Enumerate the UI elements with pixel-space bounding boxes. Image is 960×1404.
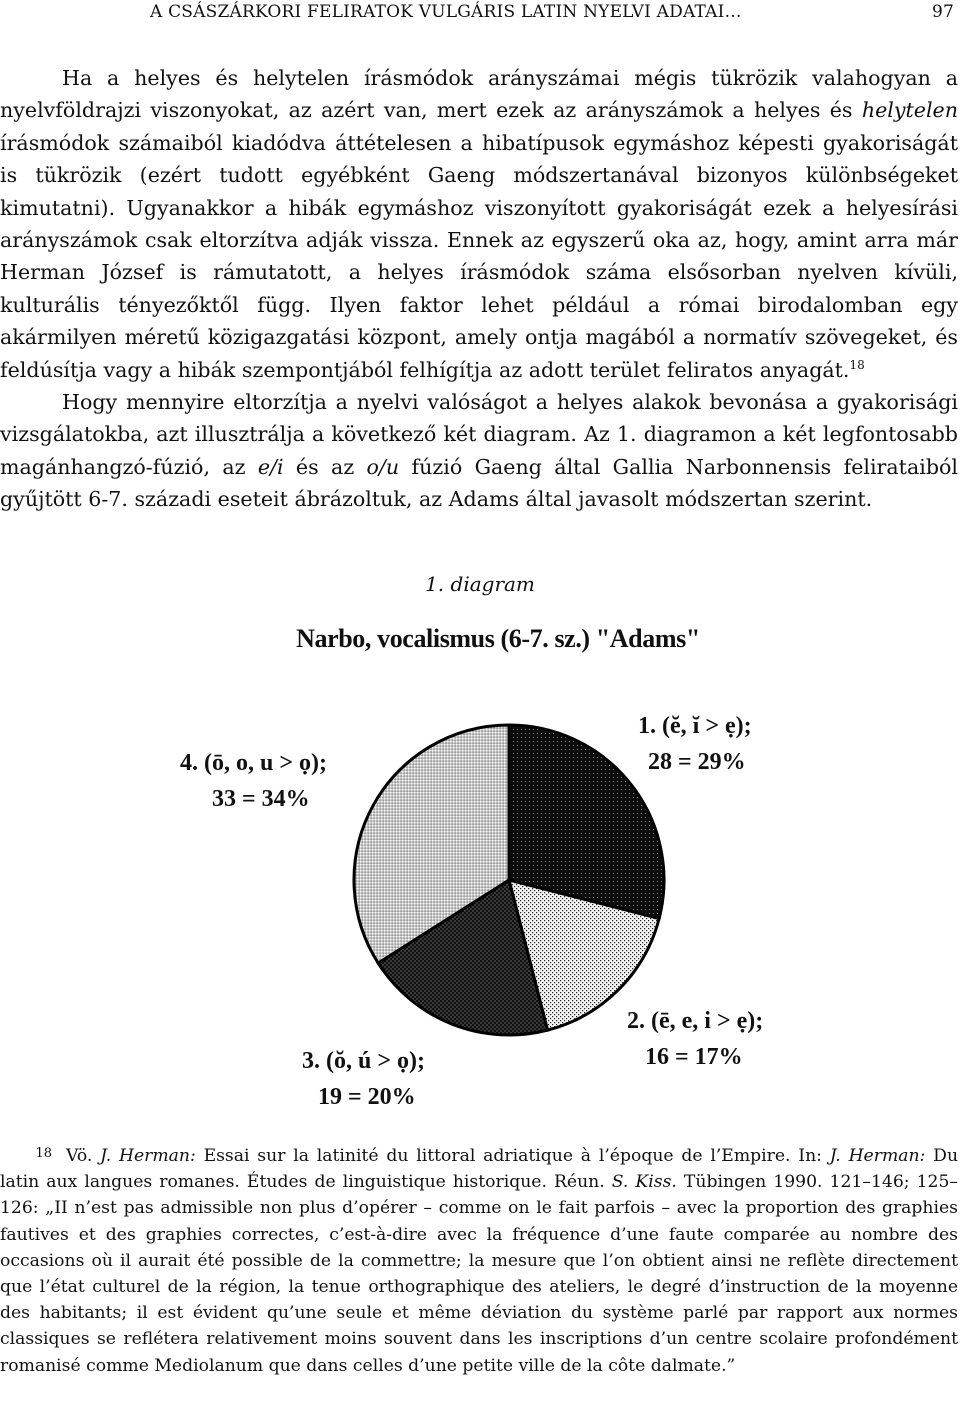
footnote-author-1: J. Herman: bbox=[100, 1146, 196, 1166]
paragraph-2-text-b: és az bbox=[283, 454, 367, 479]
paragraph-1-italic: helytelen bbox=[861, 98, 958, 123]
paragraph-1-text-b: írásmódok számaiból kiadódva áttételesen a hibatípusok egymáshoz képesti gyakoriságát is tükrözik (ezért tudott egyébként Gaeng módszertanával bizonyos különbségeket kimutatni). Ugyanakkor a hibák egymáshoz viszonyított gyakoriságát ezek a helyesírási arányszámok csak eltorzítva adják vissza. Ennek az egyszerű oka az, hogy, amint arra már Herman József is rámutatott, a helyes írásmódok száma elsősorban nyelven kívüli, kulturális tényezőktől függ. Ilyen faktor lehet például a római birodalomban egy akármilyen méretű közigazgatási központ, amely ontja magából a normatív szövegeket, és feldúsítja vagy a hibák szempontjából felhígítja az adott terület feliratos anyagát. bbox=[0, 130, 958, 382]
slice-label-1: 1. (ĕ, ĭ > ẹ); bbox=[638, 713, 752, 739]
slice-label-4: 4. (ō, o, u > ọ); bbox=[180, 750, 327, 776]
footnote-author-2: J. Herman: bbox=[829, 1146, 926, 1166]
footnote-text-1: Vö. bbox=[66, 1146, 101, 1166]
slice-value-4: 33 = 34% bbox=[212, 786, 310, 812]
footnote-text-2: Essai sur la latinité du littoral adriatique à l’époque de l’Empire. In: bbox=[195, 1146, 830, 1166]
footnote-ref-18[interactable]: 18 bbox=[849, 357, 865, 372]
slice-label-3: 3. (ŏ, ú > ọ); bbox=[302, 1048, 425, 1074]
paragraph-2-text-c: fúzió Gaeng által Gallia Narbonnensis felirataiból gyűjtött 6-7. századi eseteit ábrázoltuk, az Adams által javasolt módszertan szerint. bbox=[0, 454, 958, 512]
footnote-number: 18 bbox=[35, 1146, 52, 1161]
footnote-text-4: Tübingen 1990. 121–146; 125–126: „II n’est pas admissible non plus d’opérer – comme on le fait parfois – avec la proportion des graphies fautives et des graphies correctes, c’est-à-dire avec la fréquence d’une faute comparée au nombre des occasions où il aurait été possible de la commettre; la mesure que l’on obtient ainsi ne reflète directement que l’état culturel de la région, la tenue orthographique des ateliers, le degré d’instruction de la moyenne des habitants; il est évident qu’une seule et même déviation du système parlé par rapport aux normes classiques se reflétera relativement moins souvent dans les inscriptions d’un centre scolaire profondément romanisé comme Mediolanum que dans celles d’une petite ville de la côte dalmate.” bbox=[0, 1172, 958, 1376]
footnote-editor: S. Kiss. bbox=[611, 1172, 677, 1193]
slice-value-2: 16 = 17% bbox=[645, 1044, 743, 1070]
slice-value-3: 19 = 20% bbox=[318, 1084, 416, 1110]
page-number: 97 bbox=[931, 2, 954, 22]
paragraph-2-italic-ou: o/u bbox=[366, 454, 400, 479]
slice-label-2: 2. (ē, e, i > ẹ); bbox=[627, 1008, 764, 1034]
figure-caption: 1. diagram bbox=[425, 572, 535, 596]
body-text bbox=[0, 62, 958, 516]
pie-chart bbox=[0, 660, 960, 1120]
chart-title: Narbo, vocalismus (6-7. sz.) "Adams" bbox=[296, 624, 700, 653]
running-header bbox=[150, 2, 958, 26]
paragraph-2-text-a: Hogy mennyire eltorzítja a nyelvi valóságot a helyes alakok bevonása a gyakorisági vizsgálatokba, azt illusztrálja a következő két diagram. Az 1. diagramon a két legfontosabb magánhangzó-fúzió, az bbox=[0, 390, 958, 479]
footnote-text-3: Du latin aux langues romanes. Études de linguistique historique. Réun. bbox=[0, 1146, 959, 1193]
running-title: A CSÁSZÁRKORI FELIRATOK VULGÁRIS LATIN NYELVI ADATAI… bbox=[150, 2, 742, 22]
paragraph-2 bbox=[0, 386, 958, 516]
paragraph-1 bbox=[0, 62, 958, 386]
paragraph-1-text-a: Ha a helyes és helytelen írásmódok arányszámai mégis tükrözik valahogyan a nyelvföldrajzi viszonyokat, az azért van, mert ezek az arányszámok a helyes és bbox=[0, 66, 958, 123]
paragraph-2-italic-ei: e/i bbox=[257, 454, 284, 479]
footnotes bbox=[0, 1141, 958, 1379]
slice-value-1: 28 = 29% bbox=[648, 749, 746, 775]
footnote-18 bbox=[0, 1141, 958, 1379]
